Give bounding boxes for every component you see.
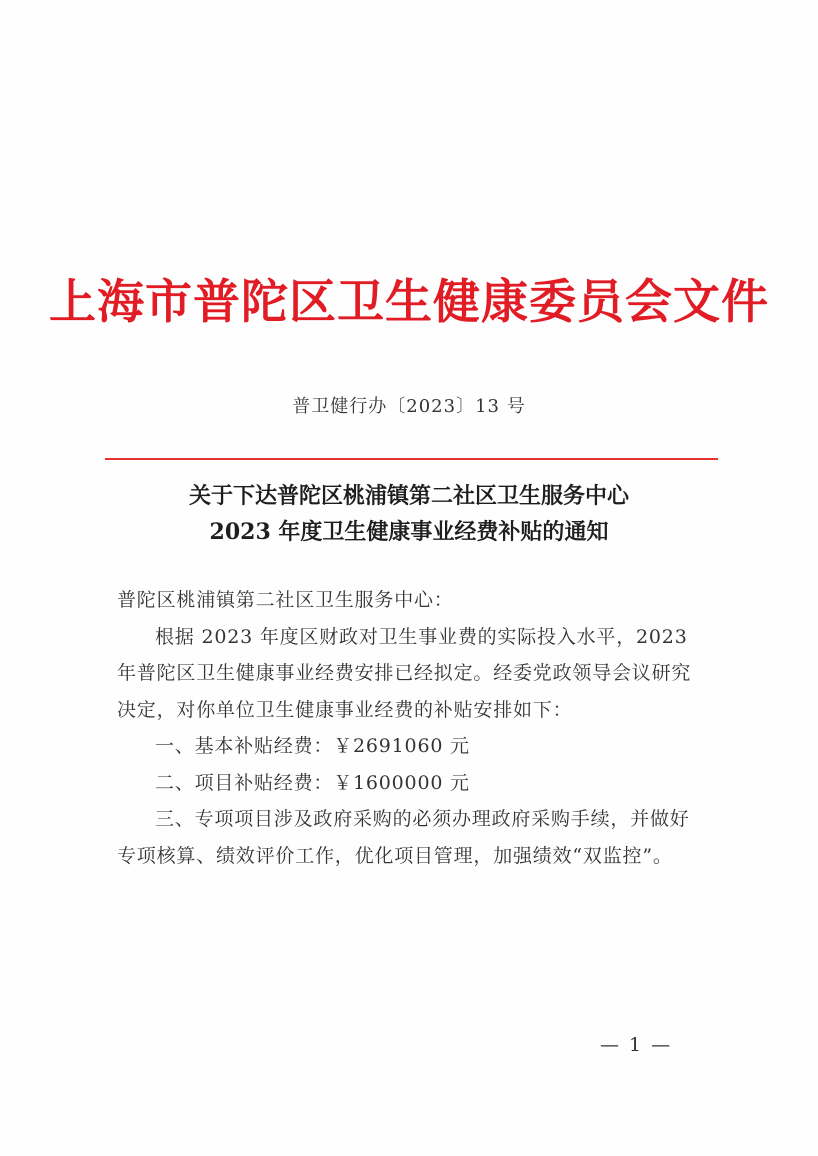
title-line-2: 2023 年度卫生健康事业经费补贴的通知 — [209, 519, 609, 545]
document-number: 普卫健行办〔2023〕13 号 — [292, 396, 526, 417]
issuer-header: 上海市普陀区卫生健康委员会文件 — [49, 275, 769, 330]
paragraph-basis: 根据 2023 年度区财政对卫生事业费的实际投入水平，2023 年普陀区卫生健康事业经费安排已经拟定。经委党政领导会议研究决定，对你单位卫生健康事业经费的补贴安排如下： — [117, 625, 692, 721]
red-divider-line — [105, 458, 718, 460]
document-title — [0, 478, 818, 550]
item-procurement-requirement: 三、专项项目涉及政府采购的必须办理政府采购手续，并做好专项核算、绩效评价工作，优化项目管理，加强绩效“双监控”。 — [117, 808, 690, 867]
addressee: 普陀区桃浦镇第二社区卫生服务中心： — [117, 589, 454, 611]
page-number: — 1 — — [600, 1034, 673, 1056]
title-line-1: 关于下达普陀区桃浦镇第二社区卫生服务中心 — [188, 483, 629, 509]
item-basic-subsidy: 一、基本补贴经费：￥2691060 元 — [155, 735, 470, 757]
document-body — [117, 582, 707, 874]
item-project-subsidy: 二、项目补贴经费：￥1600000 元 — [155, 771, 470, 794]
